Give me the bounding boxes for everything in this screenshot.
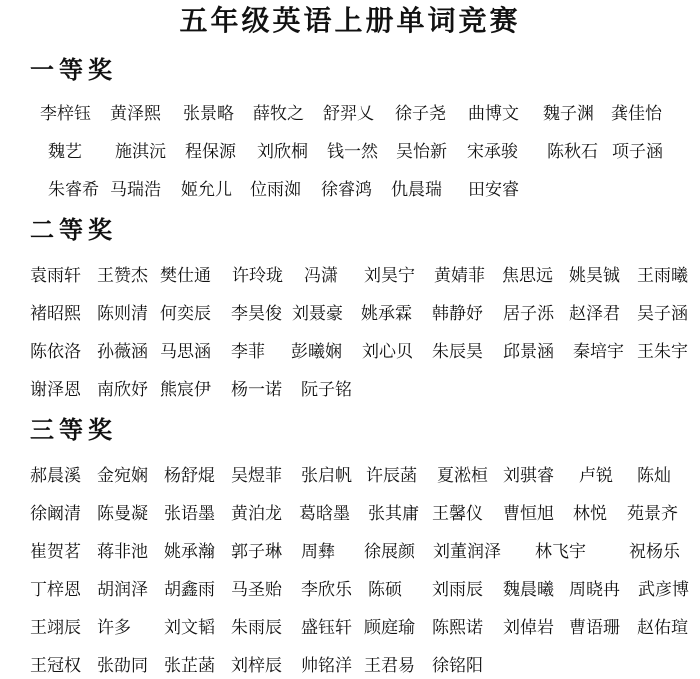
- student-name: 赵泽君: [569, 304, 620, 324]
- student-name: 魏子渊: [543, 104, 594, 124]
- student-name: 蒋非池: [97, 542, 148, 562]
- student-name: 张芷菡: [164, 656, 215, 676]
- student-name: 崔贺茗: [30, 542, 81, 562]
- student-name: 薛牧之: [253, 104, 304, 124]
- student-name: 刘心贝: [362, 342, 413, 362]
- student-name: 顾庭瑜: [364, 618, 415, 638]
- student-name: 刘倬岩: [503, 618, 554, 638]
- student-name: 陈熙诺: [432, 618, 483, 638]
- student-name: 王翊辰: [30, 618, 81, 638]
- student-name: 祝杨乐: [629, 542, 680, 562]
- student-name: 马瑞浩: [110, 180, 161, 200]
- name-row: [0, 377, 700, 403]
- student-name: 夏淞桓: [437, 466, 488, 486]
- student-name: 葛晗墨: [299, 504, 350, 524]
- student-name: 黄泽熙: [110, 104, 161, 124]
- student-name: 刘董润泽: [433, 542, 501, 562]
- student-name: 杨舒焜: [164, 466, 215, 486]
- student-name: 李欣乐: [301, 580, 352, 600]
- student-name: 张启帆: [301, 466, 352, 486]
- student-name: 袁雨轩: [30, 266, 81, 286]
- student-name: 赵佑瑄: [637, 618, 688, 638]
- student-name: 武彦博: [638, 580, 689, 600]
- name-row: [0, 139, 700, 165]
- student-name: 徐展颜: [364, 542, 415, 562]
- student-name: 宋承骏: [467, 142, 518, 162]
- student-name: 郭子琳: [231, 542, 282, 562]
- student-name: 张劭同: [97, 656, 148, 676]
- student-name: 马圣贻: [231, 580, 282, 600]
- student-name: 胡润泽: [97, 580, 148, 600]
- student-name: 阮子铭: [301, 380, 352, 400]
- student-name: 曹恒旭: [503, 504, 554, 524]
- name-row: [0, 177, 700, 203]
- student-name: 陈灿: [637, 466, 671, 486]
- student-name: 刘骐睿: [503, 466, 554, 486]
- student-name: 黄婧菲: [434, 266, 485, 286]
- student-name: 盛钰轩: [301, 618, 352, 638]
- student-name: 林飞宇: [535, 542, 586, 562]
- student-name: 朱雨辰: [231, 618, 282, 638]
- student-name: 魏艺: [48, 142, 82, 162]
- student-name: 刘雨辰: [432, 580, 483, 600]
- name-row: [0, 263, 700, 289]
- student-name: 项子涵: [612, 142, 663, 162]
- student-name: 秦培宇: [573, 342, 624, 362]
- student-name: 曲博文: [468, 104, 519, 124]
- student-name: 韩静妤: [432, 304, 483, 324]
- page-title: 五年级英语上册单词竞赛: [179, 4, 521, 37]
- student-name: 周彝: [301, 542, 335, 562]
- student-name: 姚昊铖: [569, 266, 620, 286]
- student-name: 熊宸伊: [160, 380, 211, 400]
- student-name: 郝晨溪: [30, 466, 81, 486]
- student-name: 孙薇涵: [97, 342, 148, 362]
- student-name: 位雨洳: [250, 180, 301, 200]
- name-row: [0, 615, 700, 641]
- student-name: 马思涵: [160, 342, 211, 362]
- student-name: 徐铭阳: [432, 656, 483, 676]
- student-name: 帅铭洋: [301, 656, 352, 676]
- name-row: [0, 577, 700, 603]
- student-name: 陈硕: [368, 580, 402, 600]
- student-name: 吴煜菲: [231, 466, 282, 486]
- name-row: [0, 301, 700, 327]
- student-name: 陈依洛: [30, 342, 81, 362]
- student-name: 王馨仪: [432, 504, 483, 524]
- student-name: 张其庸: [368, 504, 419, 524]
- student-name: 苑景齐: [627, 504, 678, 524]
- student-name: 田安睿: [468, 180, 519, 200]
- student-name: 刘欣桐: [257, 142, 308, 162]
- student-name: 张景略: [183, 104, 234, 124]
- name-row: [0, 501, 700, 527]
- student-name: 徐子尧: [395, 104, 446, 124]
- student-name: 姚承瀚: [164, 542, 215, 562]
- student-name: 姬允儿: [181, 180, 232, 200]
- student-name: 李昊俊: [231, 304, 282, 324]
- student-name: 仇晨瑞: [391, 180, 442, 200]
- student-name: 魏晨曦: [503, 580, 554, 600]
- award-heading: 二等奖: [30, 215, 117, 244]
- student-name: 谢泽恩: [30, 380, 81, 400]
- award-heading: 三等奖: [30, 415, 117, 444]
- student-name: 钱一然: [327, 142, 378, 162]
- student-name: 杨一诺: [231, 380, 282, 400]
- student-name: 金宛娴: [97, 466, 148, 486]
- student-name: 刘昊宁: [364, 266, 415, 286]
- student-name: 邱景涵: [503, 342, 554, 362]
- student-name: 胡鑫雨: [164, 580, 215, 600]
- student-name: 王君易: [364, 656, 415, 676]
- name-row: [0, 101, 700, 127]
- student-name: 李梓钰: [40, 104, 91, 124]
- student-name: 褚昭熙: [30, 304, 81, 324]
- student-name: 张语墨: [164, 504, 215, 524]
- student-name: 许辰菡: [366, 466, 417, 486]
- student-name: 许多: [97, 618, 131, 638]
- student-name: 姚承霖: [361, 304, 412, 324]
- student-name: 徐阚清: [30, 504, 81, 524]
- student-name: 舒羿乂: [323, 104, 374, 124]
- student-name: 南欣妤: [97, 380, 148, 400]
- student-name: 居子泺: [503, 304, 554, 324]
- student-name: 徐睿鸿: [321, 180, 372, 200]
- student-name: 周晓冉: [569, 580, 620, 600]
- name-row: [0, 653, 700, 679]
- student-name: 陈曼凝: [97, 504, 148, 524]
- name-row: [0, 539, 700, 565]
- student-name: 刘梓辰: [231, 656, 282, 676]
- student-name: 陈则清: [97, 304, 148, 324]
- student-name: 王赞杰: [97, 266, 148, 286]
- student-name: 吴子涵: [637, 304, 688, 324]
- student-name: 王朱宇: [637, 342, 688, 362]
- student-name: 黄泊龙: [231, 504, 282, 524]
- student-name: 丁梓恩: [30, 580, 81, 600]
- name-row: [0, 463, 700, 489]
- student-name: 冯潇: [304, 266, 338, 286]
- student-name: 王雨曦: [637, 266, 688, 286]
- student-name: 施淇沅: [115, 142, 166, 162]
- name-row: [0, 339, 700, 365]
- award-heading: 一等奖: [30, 55, 117, 84]
- student-name: 朱辰昊: [432, 342, 483, 362]
- student-name: 何奕辰: [160, 304, 211, 324]
- student-name: 樊仕通: [160, 266, 211, 286]
- student-name: 刘聂豪: [292, 304, 343, 324]
- student-name: 龚佳怡: [611, 104, 662, 124]
- student-name: 陈秋石: [547, 142, 598, 162]
- student-name: 许玲珑: [232, 266, 283, 286]
- student-name: 朱睿希: [48, 180, 99, 200]
- student-name: 李菲: [231, 342, 265, 362]
- student-name: 焦思远: [502, 266, 553, 286]
- student-name: 彭曦娴: [291, 342, 342, 362]
- student-name: 王冠权: [30, 656, 81, 676]
- student-name: 林悦: [573, 504, 607, 524]
- student-name: 吴怡新: [396, 142, 447, 162]
- student-name: 曹语珊: [569, 618, 620, 638]
- student-name: 刘文韬: [164, 618, 215, 638]
- student-name: 卢锐: [579, 466, 613, 486]
- student-name: 程保源: [185, 142, 236, 162]
